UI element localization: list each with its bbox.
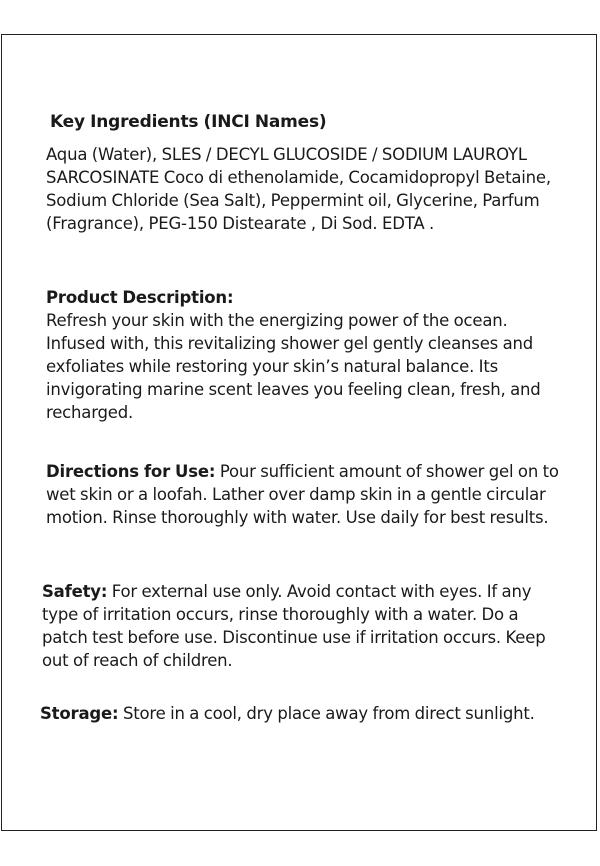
product-description-heading: Product Description: <box>46 288 234 307</box>
storage-heading: Storage: <box>40 704 119 723</box>
safety-heading: Safety: <box>42 582 108 601</box>
safety-section <box>42 580 562 672</box>
storage-text: Store in a cool, dry place away from direct sunlight. <box>122 704 535 723</box>
ingredients-text: Aqua (Water), SLES / DECYL GLUCOSIDE / SODIUM LAUROYL SARCOSINATE Coco di ethenolamide, Cocamidopropyl Betaine, Sodium Chloride (Sea Salt), Peppermint oil, Glycerine, Parfum (Fragrance), PEG-150 Distearate , Di Sod. EDTA . <box>46 145 551 233</box>
product-description-text: Refresh your skin with the energizing power of the ocean. Infused with, this revitalizing shower gel gently cleanses and exfoliates while restoring your skin’s natural balance. Its invigorating marine scent leaves you feeling clean, fresh, and recharged. <box>46 311 541 422</box>
product-description-section <box>46 286 566 424</box>
directions-text: Pour sufficient amount of shower gel on to wet skin or a loofah. Lather over damp skin in a gentle circular motion. Rinse thoroughly with water. Use daily for best results. <box>46 462 559 527</box>
ingredients-heading: Key Ingredients (INCI Names) <box>50 112 327 132</box>
directions-section <box>46 460 566 529</box>
storage-section <box>40 702 560 725</box>
directions-heading: Directions for Use: <box>46 462 216 481</box>
safety-text: For external use only. Avoid contact with eyes. If any type of irritation occurs, rinse thoroughly with a water. Do a patch test before use. Discontinue use if irritation occurs. Keep out of reach of children. <box>42 582 546 670</box>
